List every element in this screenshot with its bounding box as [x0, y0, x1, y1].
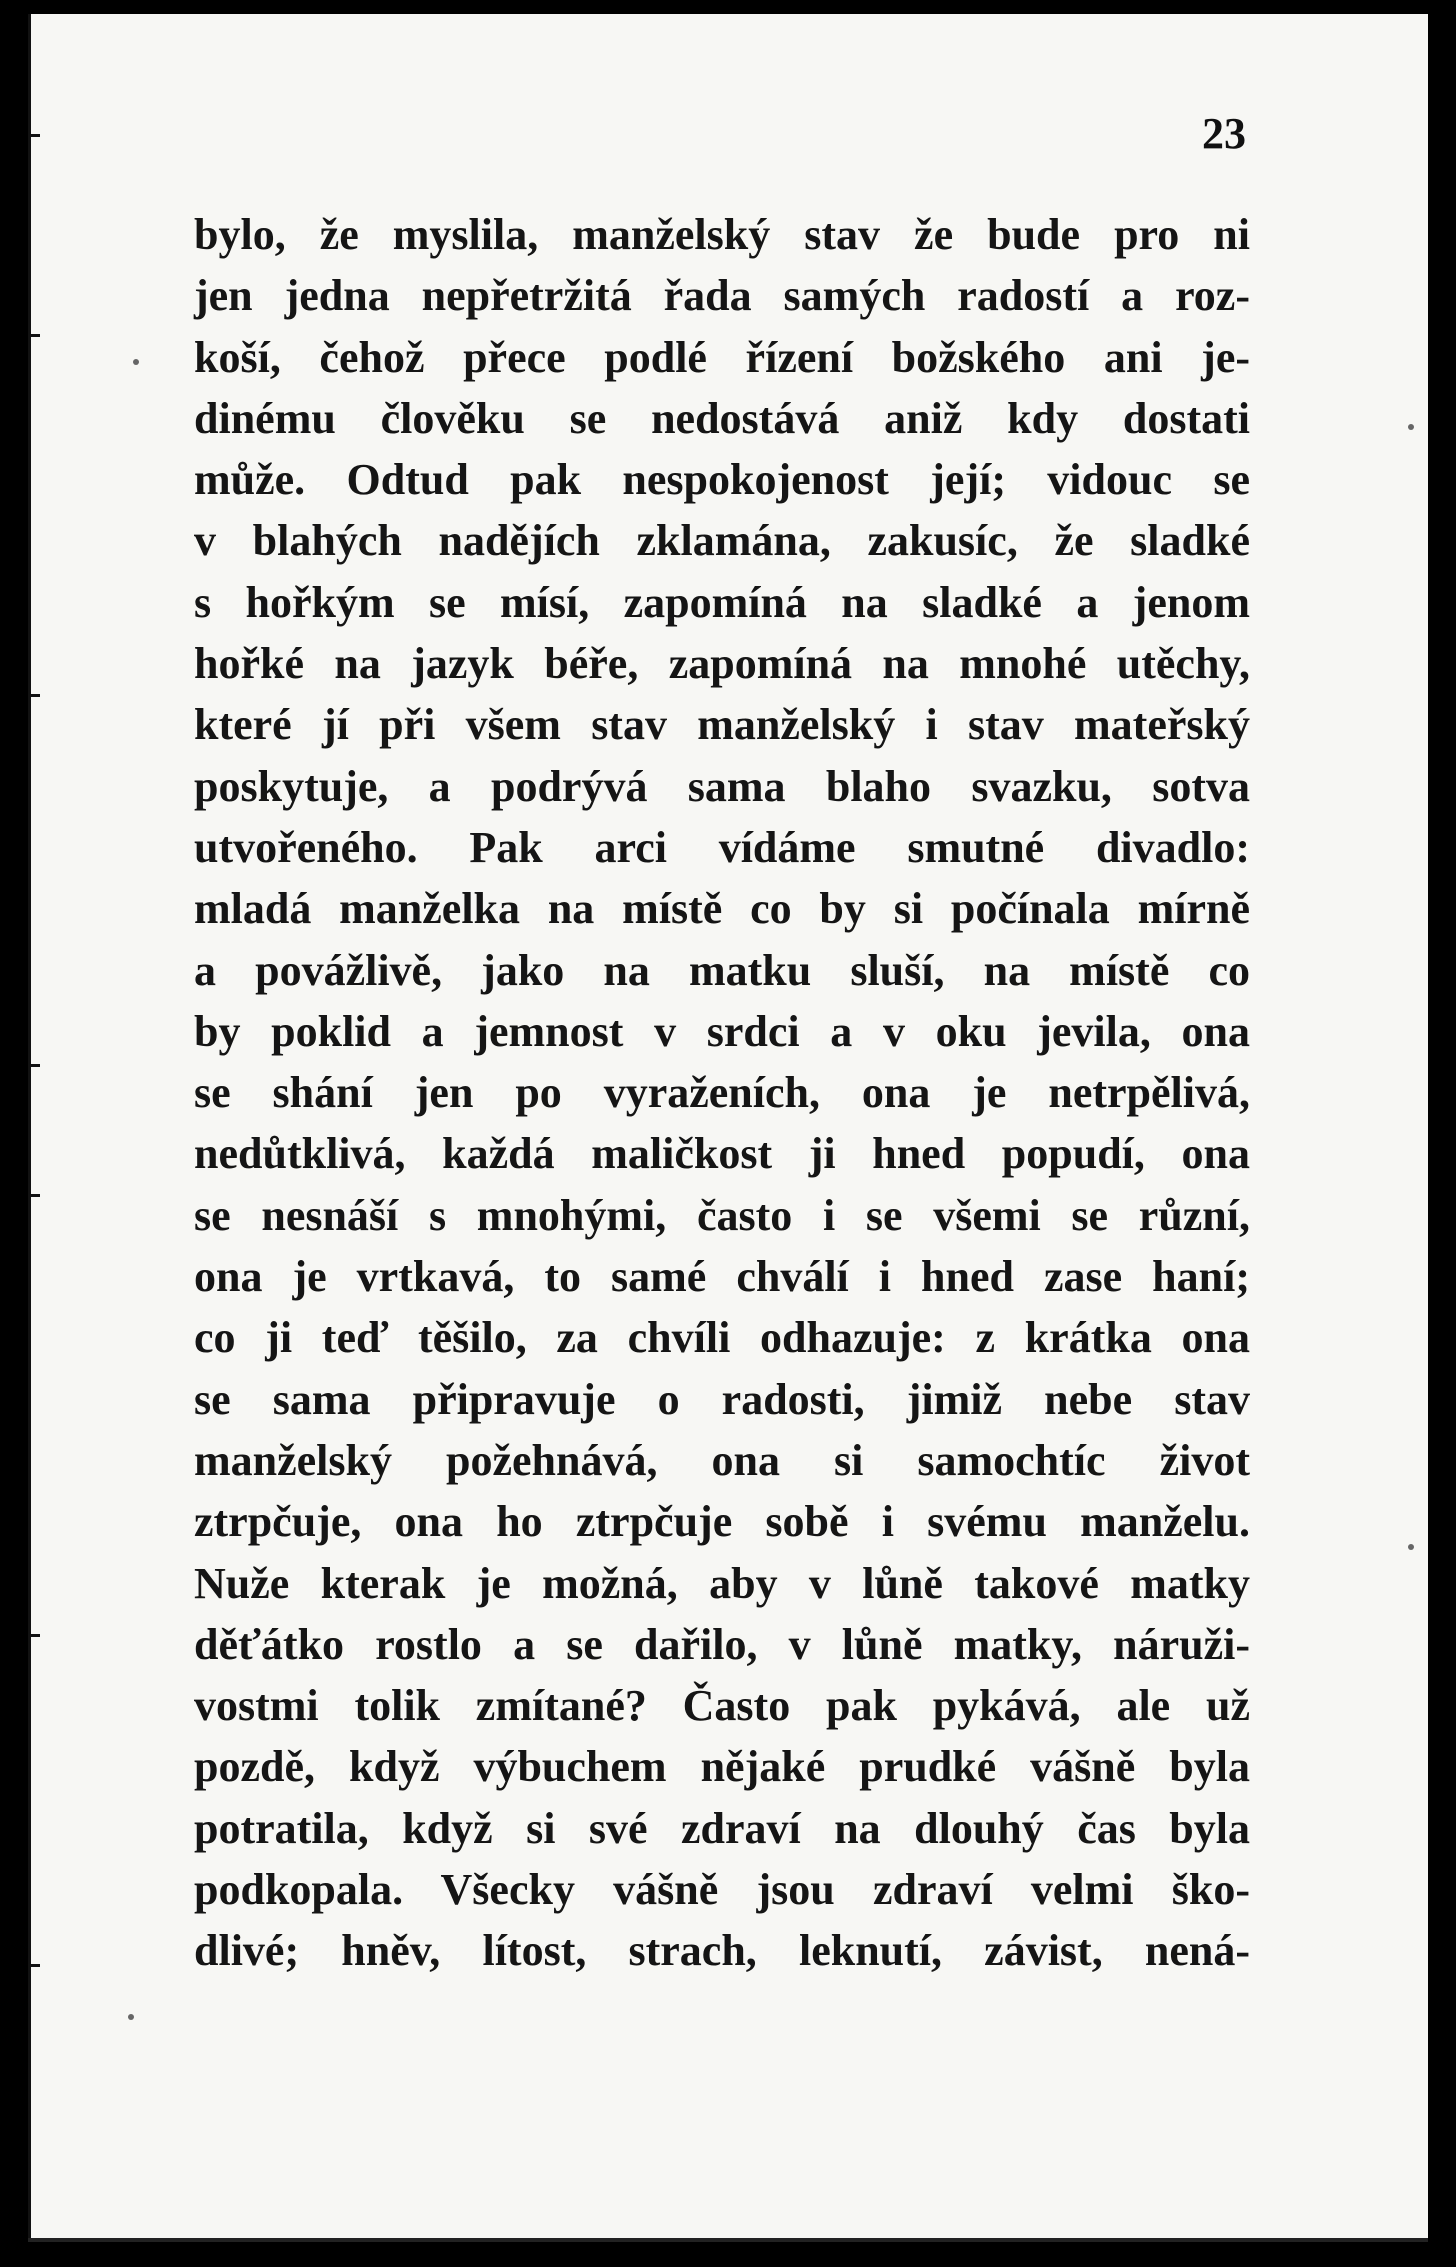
text-line: ztrpčuje, ona ho ztrpčuje sobě i svému manželu. — [194, 1497, 1250, 1547]
text-line: hořké na jazyk béře, zapomíná na mnohé utěchy, — [194, 639, 1250, 689]
text-line: potratila, když si své zdraví na dlouhý čas byla — [194, 1803, 1250, 1853]
edge-tick — [28, 1964, 40, 1967]
paper-speck — [128, 2014, 134, 2020]
text-line: vostmi tolik zmítané? Často pak pykává, ale už — [194, 1681, 1250, 1731]
text-line: koší, čehož přece podlé řízení božského ani je- — [194, 332, 1250, 382]
body-text — [194, 204, 1250, 1982]
page-number: 23 — [1202, 109, 1246, 158]
text-line: podkopala. Všecky vášně jsou zdraví velmi ško- — [194, 1865, 1250, 1915]
text-line: které jí při všem stav manželský i stav mateřský — [194, 700, 1250, 750]
edge-tick — [28, 1634, 40, 1637]
edge-tick — [28, 694, 40, 697]
text-line: dinému člověku se nedostává aniž kdy dostati — [194, 393, 1250, 443]
text-line: co ji teď těšilo, za chvíli odhazuje: z krátka ona — [194, 1313, 1250, 1363]
text-line: manželský požehnává, ona si samochtíc život — [194, 1435, 1250, 1485]
text-line: Nuže kterak je možná, aby v lůně takové matky — [194, 1558, 1250, 1608]
edge-tick — [28, 334, 40, 337]
book-page — [28, 14, 1428, 2242]
text-line: poskytuje, a podrývá sama blaho svazku, sotva — [194, 761, 1250, 811]
text-line: ona je vrtkavá, to samé chválí i hned zase haní; — [194, 1252, 1250, 1302]
text-line: může. Odtud pak nespokojenost její; vidouc se — [194, 455, 1250, 505]
paper-speck — [1408, 424, 1414, 430]
text-line: jen jedna nepřetržitá řada samých radostí a roz- — [194, 271, 1250, 321]
paper-speck — [133, 359, 139, 365]
text-line: dlivé; hněv, lítost, strach, leknutí, závist, nená- — [194, 1926, 1250, 1976]
text-line: děťátko rostlo a se dařilo, v lůně matky, náruži- — [194, 1619, 1250, 1669]
page-bottom-edge — [28, 2238, 1428, 2242]
edge-tick — [28, 1064, 40, 1067]
text-line: mladá manželka na místě co by si počínala mírně — [194, 884, 1250, 934]
text-line: utvořeného. Pak arci vídáme smutné divadlo: — [194, 822, 1250, 872]
text-line: s hořkým se mísí, zapomíná na sladké a jenom — [194, 577, 1250, 627]
text-line: bylo, že myslila, manželský stav že bude pro ni — [194, 210, 1250, 259]
edge-tick — [28, 134, 40, 137]
paper-speck — [1408, 1544, 1414, 1550]
text-line: se nesnáší s mnohými, často i se všemi se různí, — [194, 1190, 1250, 1240]
text-line: nedůtklivá, každá maličkost ji hned popudí, ona — [194, 1129, 1250, 1179]
text-line: se sama připravuje o radosti, jimiž nebe stav — [194, 1374, 1250, 1424]
text-line: by poklid a jemnost v srdci a v oku jevila, ona — [194, 1006, 1250, 1056]
text-line: pozdě, když výbuchem nějaké prudké vášně byla — [194, 1742, 1250, 1792]
text-line: a povážlivě, jako na matku sluší, na místě co — [194, 945, 1250, 995]
edge-tick — [28, 1194, 40, 1197]
text-line: se shání jen po vyraženích, ona je netrpělivá, — [194, 1068, 1250, 1118]
text-line: v blahých nadějích zklamána, zakusíc, že sladké — [194, 516, 1250, 566]
page-edge-rule — [28, 14, 31, 2242]
